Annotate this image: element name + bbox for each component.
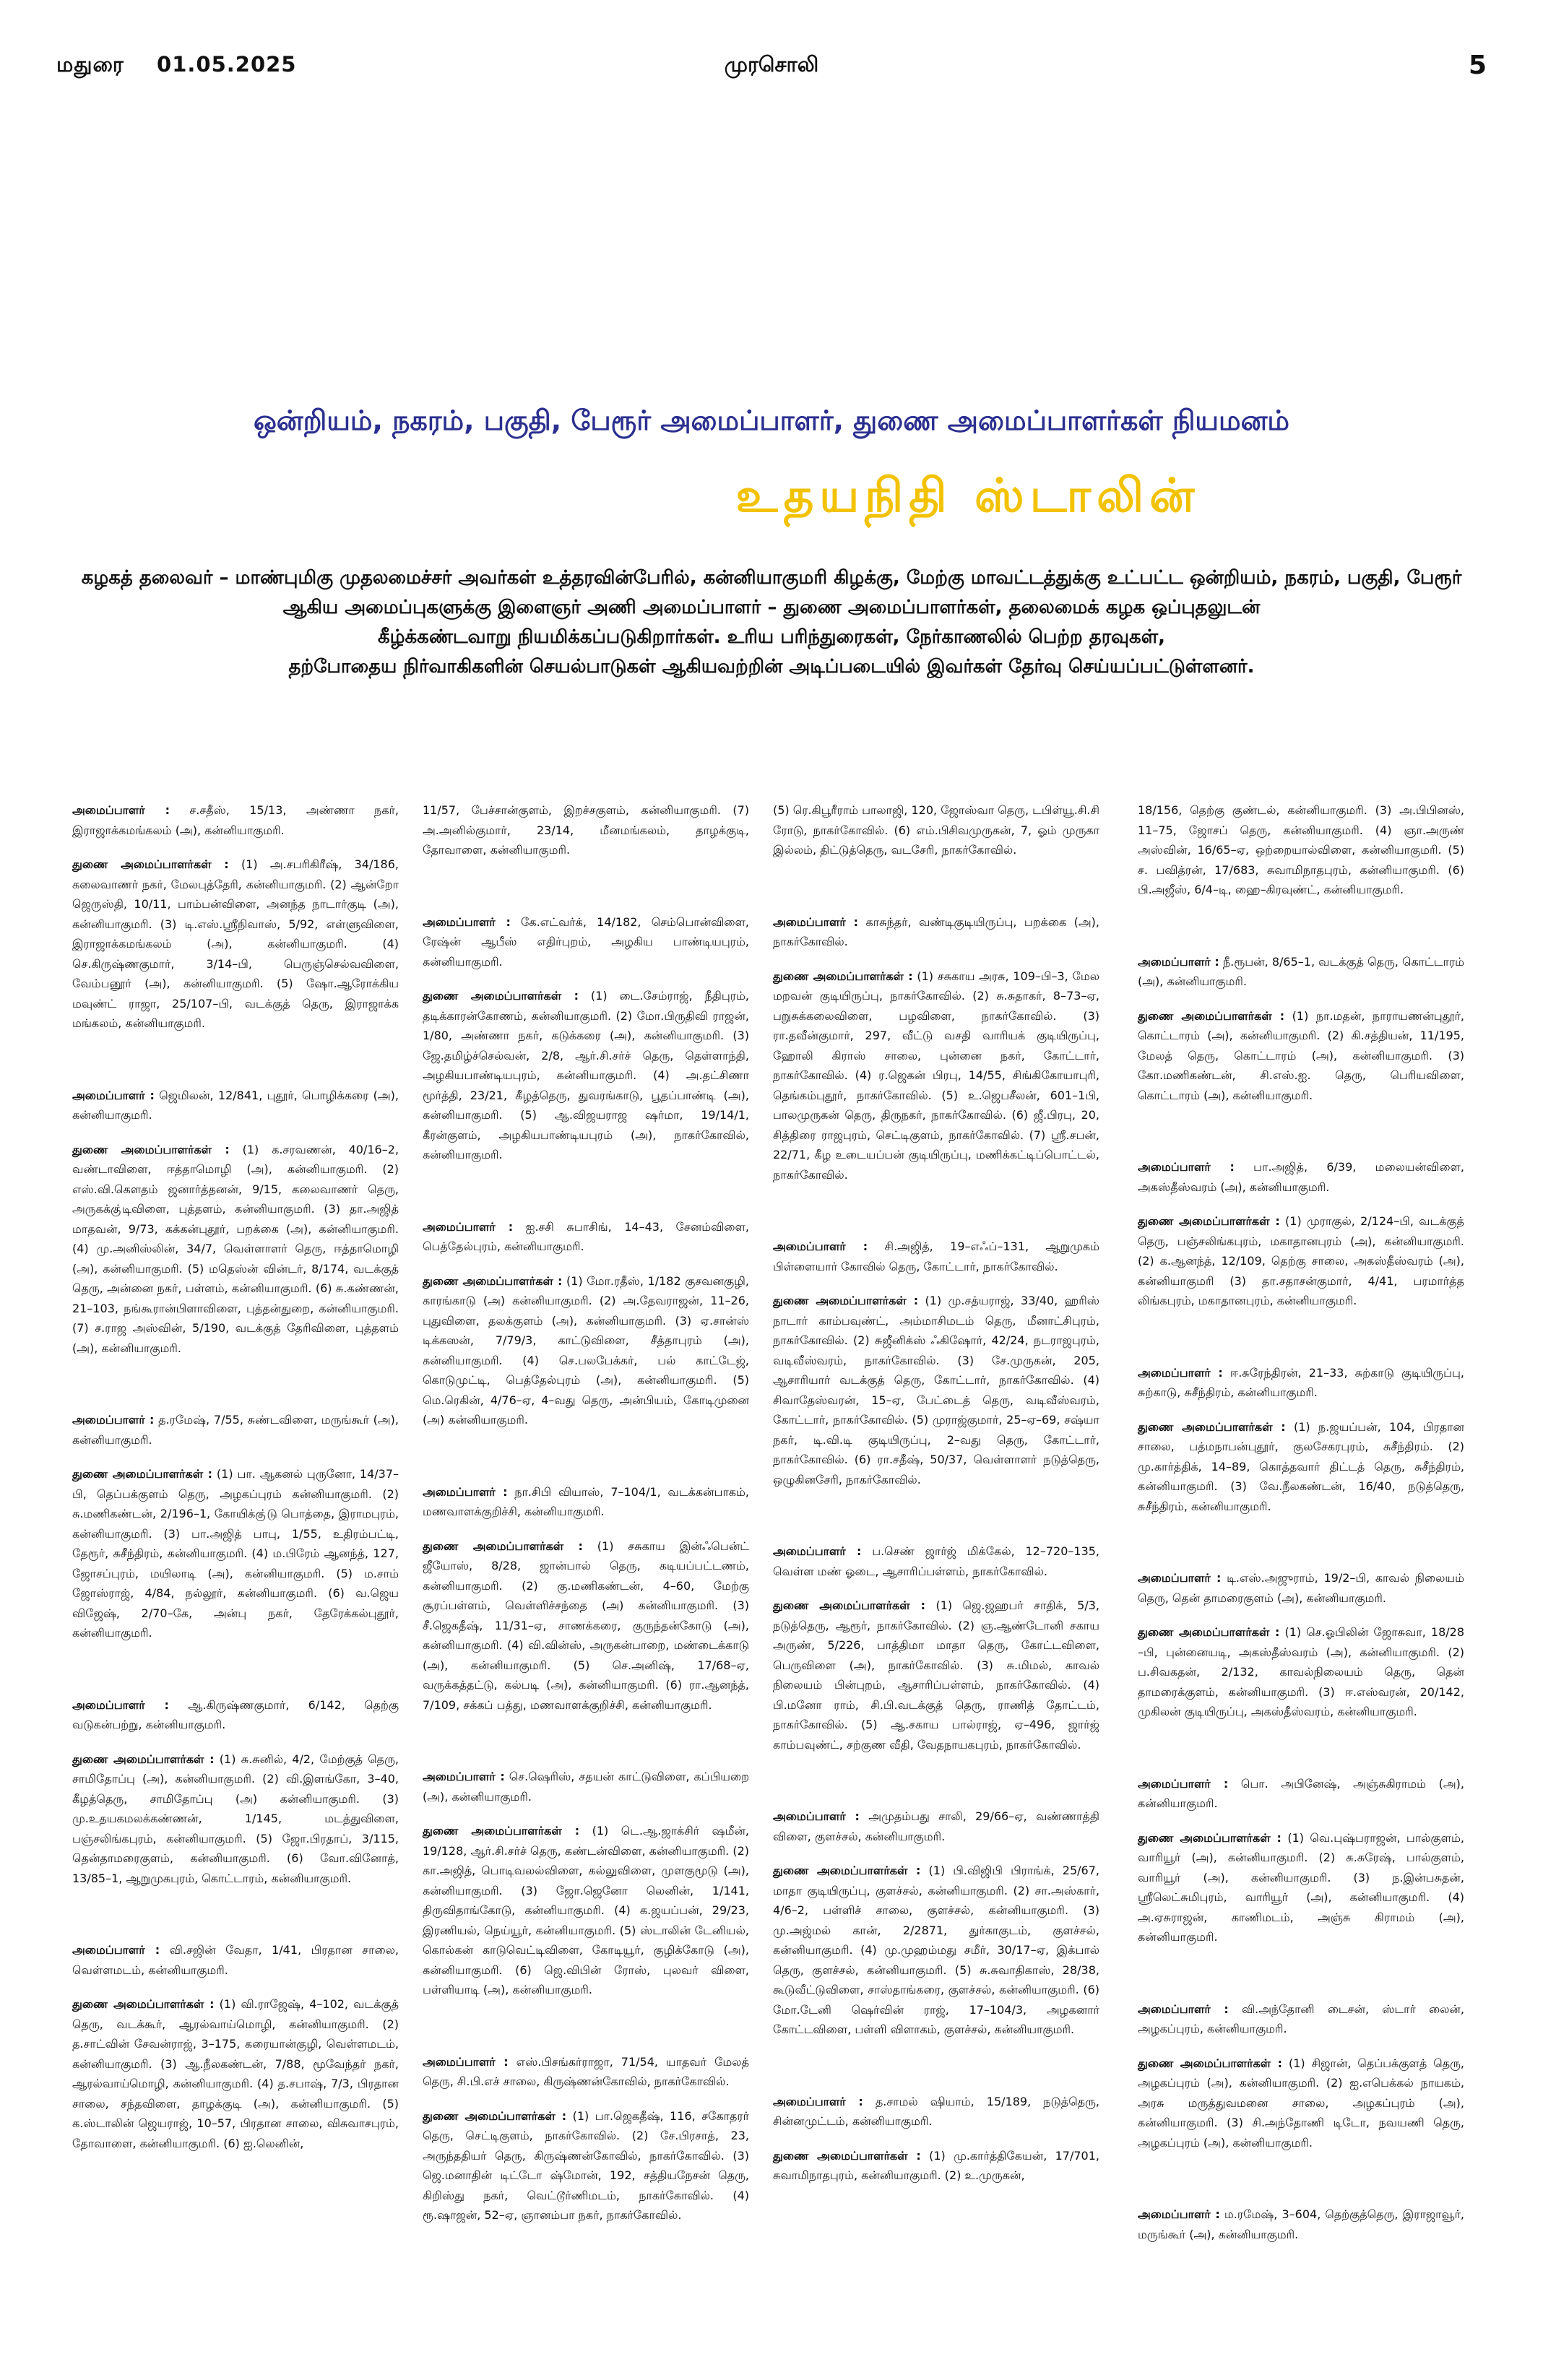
intro-line: கீழ்க்கண்டவாறு நியமிக்கப்படுகிறார்கள். உரிய பரிந்துரைகள், நேர்காணலில் பெற்ற தரவுகள், — [378, 626, 1165, 648]
entry-text: (1) மோ.ரதீஸ், 1/182 குசவனகுழி, காரங்காடு (அ) கன்னியாகுமரி. (2) அ.தேவராஜன், 11–26, புதுவிளை, தலக்குளம் (அ), கன்னியாகுமரி. (3) ஏ.சான்ஸ் டிக்கஸன், 7/79/3, காட்டுவிளை, சீத்தாபுரம் (அ), கன்னியாகுமரி. (4) செ.பலபேக்கர், பல் காட்டேஜ், கொடுமுட்டி, பெத்தேல்புரம் (அ), கன்னியாகுமரி. (5) மெ.ரெகின், 4/76–ஏ, 4–வது தெரு, அன்பியம், கோடிமுனை (அ) கன்னியாகுமரி. — [423, 1273, 749, 1427]
deputies-label: துணை அமைப்பாளர்கள் : — [773, 2148, 921, 2163]
deputies-entry — [1138, 1622, 1464, 1722]
continued-text — [773, 800, 1099, 860]
deputies-label: துணை அமைப்பாளர்கள் : — [1138, 2056, 1283, 2070]
entry-text: (1) செ.ஓபிலின் ஜோசுவா, 18/28 –பி, புன்னையடி, அகஸ்தீஸ்வரம் (அ), கன்னியாகுமரி. (2) ப.சிவகதன், 2/132, காவல்நிலையம் தெரு, தென் தாமரைக்குளம், கன்னியாகுமரி. (3) ஈ.எஸ்வரன், 20/142, முகிலன் குடியிருப்பு, அகஸ்தீஸ்வரம், கன்னியாகுமரி. — [1138, 1625, 1465, 1718]
subheadline: உதயநிதி ஸ்டாலின் — [735, 469, 1201, 523]
organiser-entry — [423, 1217, 749, 1257]
organiser-label: அமைப்பாளர் : — [773, 1239, 868, 1253]
deputies-label: துணை அமைப்பாளர்கள் : — [1138, 1419, 1286, 1434]
organiser-entry — [773, 1541, 1099, 1581]
deputies-entry — [423, 1536, 749, 1715]
organiser-entry — [1138, 1774, 1464, 1814]
entry-text: (1) பி.விஜிபி பிராங்க், 25/67, மாதா குடியிருப்பு, குளச்சல், கன்னியாகுமரி. (2) சா.அஸ்கார், 4/6–2, பள்ளிச் சாலை, குளச்சல், கன்னியாகுமரி. (3) மு.அஜ்மல் கான், 2/2871, துர்காகுடம், குளச்சல், கன்னியாகுமரி. (4) மு.முஹம்மது சமீர், 30/17–ஏ, இக்பால் தெரு, குளச்சல், கன்னியாகுமரி. (5) சு.சுவாதிகாஸ், 28/38, கூடுவீட்டுவிளை, சாஸ்தாங்கரை, குளச்சல், கன்னியாகுமரி. (6) மோ.டேனி ஷெர்வின் ராஜ், 17–104/3, அழகனார் கோட்டவிளை, பள்ளி விளாகம், குளச்சல், கன்னியாகுமரி. — [773, 1864, 1099, 2036]
organiser-entry — [423, 2052, 749, 2092]
deputies-entry — [72, 1749, 399, 1889]
deputies-entry — [72, 854, 399, 1034]
organiser-entry — [72, 1086, 399, 1125]
organiser-entry — [72, 800, 399, 840]
header-page-number: 5 — [1468, 51, 1487, 80]
organiser-entry — [1138, 1568, 1464, 1608]
organiser-label: அமைப்பாளர் : — [773, 1544, 862, 1558]
entry-text: (1) வி.ராஜேஷ், 4–102, வடக்குத் தெரு, வடக்கூர், ஆரல்வாய்மொழி, கன்னியாகுமரி. (2) த.சாட்வின் சேவன்ராஜ், 3–175, கரையான்குழி, வெள்ளமடம், கன்னியாகுமரி. (3) ஆ.நீலகண்டன், 7/88, மூவேந்தர் நகர், ஆரல்வாய்மொழி, கன்னியாகுமரி. (4) த.சபாஷ், 7/3, பிரதான சாலை, சந்தவிளை, தாழக்குடி (அ), கன்னியாகுமரி. (5) க.ஸ்டாலின் ஜெயராஜ், 10–57, பிரதான சாலை, விசுவாசபுரம், தோவாளை, கன்னியாகுமரி. (6) ஐ.லெனின், — [72, 1997, 399, 2150]
deputies-label: துணை அமைப்பாளர்கள் : — [423, 989, 579, 1003]
entry-text: நா.சிபி வியாஸ், 7–104/1, வடக்கன்பாகம், மணவாளக்குறிச்சி, கன்னியாகுமரி. — [423, 1484, 750, 1518]
organiser-entry — [1138, 1157, 1464, 1197]
deputies-entry — [423, 1821, 749, 2000]
organiser-label: அமைப்பாளர் : — [423, 1484, 508, 1499]
header-city: மதுரை — [56, 52, 124, 77]
deputies-entry — [773, 966, 1099, 1185]
organiser-entry — [773, 912, 1099, 952]
organiser-entry — [72, 1940, 399, 1980]
deputies-label: துணை அமைப்பாளர்கள் : — [773, 1864, 921, 1877]
entry-text: 18/156, தெற்கு குண்டல், கன்னியாகுமரி. (3) அ.பிபினஸ், 11–75, ஜோசப் தெரு, கன்னியாகுமரி. (4) ஞா.அருண் அஸ்வின், 16/65–ஏ, ஒற்றையால்விளை, கன்னியாகுமரி. (5) ச. பவித்ரன், 17/683, சுவாமிநாதபுரம், கன்னியாகுமரி. (6) பி.அஜீஸ், 6/4–டி, ஹை–கிரவுண்ட், கன்னியாகுமரி. — [1138, 803, 1464, 896]
organiser-entry — [1138, 1999, 1464, 2039]
deputies-label: துணை அமைப்பாளர்கள் : — [1138, 1625, 1280, 1639]
entry-text: (1) டை.சேம்ராஜ், நீதிபுரம், தடிக்காரன்கோணம், கன்னியாகுமரி. (2) மோ.பிருதிவி ராஜன், 1/80, அண்ணா நகர், கடுக்கரை (அ), கன்னியாகுமரி. (3) ஜே.தமிழ்ச்செல்வன், 2/8, ஆர்.சி.சர்ச் தெரு, தெள்ளாந்தி, அழகியபாண்டியபுரம், கன்னியாகுமரி. (4) அ.தட்சிணா மூர்த்தி, 23/21, கீழத்தெரு, துவரங்காடு, பூதப்பாண்டி (அ), கன்னியாகுமரி. (5) ஆ.விஜயராஜ ஷர்மா, 19/14/1, கீரன்குளம், அழகியபாண்டியபுரம் (அ), நாகர்கோவில், கன்னியாகுமரி. — [423, 989, 750, 1161]
entry-text: (1) மு.சத்யராஜ், 33/40, ஹரிஸ் நாடார் காம்பவுண்ட், அம்மாசிமடம் தெரு, மீனாட்சிபுரம், நாகர்கோவில். (2) சுஜீனிக்ஸ் ஃகிஷோர், 42/24, நடராஜபுரம், வடிவீஸ்வரம், நாகர்கோவில். (3) சே.முருகன், 205, ஆசாரியார் வடக்குத் தெரு, கோட்டார், நாகர்கோவில். (4) சிவாதேஸ்வரன், 15–ஏ, பேட்டைத் தெரு, வடிவீஸ்வரம், கோட்டார், நாகர்கோவில். (5) முராஜ்குமார், 25–ஏ–69, சஷ்யா நகர், டி.வி.டி குடியிருப்பு, 2–வது தெரு, கோட்டார், நாகர்கோவில். (6) ரா.சதீஷ், 50/37, வெள்ளாளர் நடுத்தெரு, ஒழுகினசேரி, நாகர்கோவில். — [773, 1294, 1099, 1487]
deputies-label: துணை அமைப்பாளர்கள் : — [1138, 1214, 1280, 1228]
deputies-entry — [1138, 1006, 1464, 1106]
deputies-entry — [1138, 2054, 1464, 2153]
deputies-entry — [773, 1596, 1099, 1754]
entry-text: (1) க.சரவணன், 40/16–2, வண்டாவிளை, ஈத்தாமொழி (அ), கன்னியாகுமரி. (2) எஸ்.வி.கௌதம் ஜனார்த்தனன், 9/15, கலைவாணர் தெரு, அருகக்கு்டிவிளை, புத்தளம், கன்னியாகுமரி. (3) தா.அஜித் மாதவன், 9/73, கக்கன்புதூர், பறக்கை (அ), கன்னியாகுமரி. (4) மு.அனிஸ்லின், 34/7, வெள்ளாளர் தெரு, ஈத்தாமொழி (அ), கன்னியாகுமரி. (5) மதெஸ்ன் வின்டர், 8/174, வடக்குத் தெரு, அன்னை நகர், பள்ளம், கன்னியாகுமரி. (6) சு.கண்ணன், 21–103, நங்கூரான்பிளாவிளை, புத்தன்துறை, கன்னியாகுமரி. (7) ச.ராஜ அஸ்வின், 5/190, வடக்குத் தேரிவிளை, புத்தளம் (அ), கன்னியாகுமரி. — [72, 1142, 399, 1355]
entry-text: எஸ்.பிசங்கர்ராஜா, 71/54, யாதவர் மேலத் தெரு, சி.பி.எச் சாலை, கிருஷ்ணன்கோவில், நாகர்கோவில். — [423, 2054, 749, 2088]
organiser-label: அமைப்பாளர் : — [423, 914, 511, 929]
entry-text: (1) சசுகாய இன்ஃபென்ட் ஜீயோஸ், 8/28, ஜான்பால் தெரு, கடியப்பட்டணம், கன்னியாகுமரி. (2) கு.மணிகண்டன், 4–60, மேற்கு சூரப்பள்ளம், வெள்ளிச்சந்தை (அ) கன்னியாகுமரி. (3) சீ.ஜெகதீஷ், 11/31–ஏ, சாணக்கரை, குருந்தன்கோடு (அ), கன்னியாகுமரி. (4) வி.வின்ஸ், அருகன்பாறை, மண்டைக்காடு (அ), கன்னியாகுமரி. (5) செ.அனிஷ், 17/68–ஏ, வருக்கத்தட்டு, கல்படி (அ), கன்னியாகுமரி. (6) ரா.ஆனந்த், 7/109, சக்கப் பத்து, மணவாளக்குறிச்சி, கன்னியாகுமரி. — [423, 1539, 749, 1712]
deputies-label: துணை அமைப்பாளர்கள் : — [72, 1467, 212, 1481]
organiser-label: அமைப்பாளர் : — [773, 914, 859, 929]
organiser-entry — [773, 1806, 1099, 1846]
organiser-label: அமைப்பாளர் : — [1138, 1365, 1223, 1380]
entry-text: (1) சசுகாய அரசு, 109–பி–3, மேல மறவன் குடியிருப்பு, நாகர்கோவில். (2) சு.சுதாகர், 8–73–ஏ, பறுசுக்கலைவிளை, பழவிளை, நாகர்கோவில். (3) ரா.தவீன்குமார், 297, வீட்டு வசதி வாரியக் குடியிருப்பு, ஹோலி கிராஸ் சாலை, புன்னை நகர், கோட்டார், நாகர்கோவில். (4) ர.ஜெகன் பிரபு, 14/55, சிங்கிகோயாபுரி, தெங்கம்புதூர், நாகர்கோவில். (5) உ.ஜெபசீலன், 601–1பி, பாலமுருகன் தெரு, திருநகர், நாகர்கோவில். (6) ஜீ.பிரபு, 20, சித்திரை ராஜபுரம், செட்டிகுளம், நாகர்கோவில். (7) ஸ்ரீ.சபன், 22/71, கீழ உடையப்பன் குடியிருப்பு, மணிக்கட்டிப்பொட்டல், நாகர்கோவில். — [773, 969, 1099, 1182]
entry-text: காசுந்தர், வண்டிகுடியிருப்பு, பறக்கை (அ), நாகர்கோவில். — [773, 914, 1100, 948]
organiser-label: அமைப்பாளர் : — [423, 1219, 514, 1234]
entry-text: (1) சிஜான், தெப்பக்குளத் தெரு, அழகப்புரம் (அ), கன்னியாகுமரி. (2) ஐ.எபெக்கல் நாயகம், அரசு மருத்துவமனை சாலை, அழகப்புரம் (அ), கன்னியாகுமரி. (3) சி.அந்தோணி டிடோ, நவயணி தெரு, அழகப்புரம் (அ), கன்னியாகுமரி. — [1138, 2056, 1465, 2150]
entry-text: வி.சஜின் வேதா, 1/41, பிரதான சாலை, வெள்ளமடம், கன்னியாகுமரி. — [72, 1943, 399, 1977]
entry-text: (1) பா. ஆகனல் புருனோ, 14/37–பி, தெப்பக்குளம் தெரு, அழகப்புரம் கன்னியாகுமரி. (2) சு.மணிகண்டன், 2/196–1, கோயிக்கு்டு பொத்தை, இராமபுரம், கன்னியாகுமரி. (3) பா.அஜித் பாபு, 1/55, உதிரம்பட்டி, தேரூர், சுசீந்திரம், கன்னியாகுமரி. (4) ம.பிரேம் ஆனந்த், 127, ஜோசப்புரம், மயிலாடி (அ), கன்னியாகுமரி. (5) ம.சாம் ஜோஸ்ராஜ், 4/84, நல்லூர், கன்னியாகுமரி. (6) வ.ஜெய விஜேஷ், 2/70–கே, அன்பு நகர், தேரேக்கல்புதூர், கன்னியாகுமரி. — [72, 1467, 399, 1640]
organiser-label: அமைப்பாளர் : — [72, 1943, 160, 1957]
continued-text — [423, 800, 749, 860]
header-paper-name: முரசொலி — [724, 52, 819, 77]
entry-text: கே.எட்வர்க், 14/182, செம்பொன்விளை, ரேஷ்ன் ஆபீஸ் எதிர்புறம், அழகிய பாண்டியபுரம், கன்னியாகுமரி. — [423, 914, 749, 969]
entry-text: (1) முராகுல், 2/124–பி, வடக்குத் தெரு, பஞ்சலிங்கபுரம், மகாதானபுரம் (அ), கன்னியாகுமரி. (2) க.ஆனந்த், 12/109, தெற்கு சாலை, அகஸ்தீஸ்வரம் (அ), கன்னியாகுமரி (3) தா.சதாசன்குமார், 4/41, பரமார்த்த லிங்கபுரம், மகாதானபுரம், கன்னியாகுமரி. — [1138, 1214, 1464, 1307]
deputies-entry — [423, 2106, 749, 2225]
organiser-label: அமைப்பாளர் : — [72, 1697, 169, 1712]
entry-text: (1) அ.சபரிகிரீஷ், 34/186, கலைவாணர் நகர், மேலபுத்தேரி, கன்னியாகுமரி. (2) ஆன்றோ ஜெருஸ்தி, 10/11, பாம்பன்விளை, அனந்த நாடார்குடி (அ), கன்னியாகுமரி. (3) டி.எஸ்.ஸ்ரீநிவாஸ், 5/92, எள்ளுவிளை, இராஜாக்கமங்கலம் (அ), கன்னியாகுமரி. (4) செ.கிருஷ்ணகுமார், 3/14–பி, பெருஞ்செல்வவிளை, வேம்பனூர் (அ), கன்னியாகுமரி. (5) ஷோ.ஆரோக்கிய மவுண்ட் ராஜா, 25/107–பி, வடக்குத் தெரு, இராஜாக்க மங்கலம், கன்னியாகுமரி. — [72, 857, 399, 1030]
organiser-label: அமைப்பாளர் : — [1138, 2002, 1229, 2016]
deputies-label: துணை அமைப்பாளர்கள் : — [423, 1273, 563, 1288]
deputies-label: துணை அமைப்பாளர்கள் : — [1138, 1830, 1281, 1845]
deputies-entry — [773, 1861, 1099, 2040]
entry-text: நீ.ரூபன், 8/65–1, வடக்குத் தெரு, கொட்டாரம் (அ), கன்னியாகுமரி. — [1138, 954, 1465, 988]
organiser-entry — [1138, 1363, 1464, 1403]
text-column-2 — [423, 800, 749, 2277]
deputies-entry — [1138, 1417, 1464, 1517]
headline: ஒன்றியம், நகரம், பகுதி, பேரூர் அமைப்பாளர், துணை அமைப்பாளர்கள் நியமனம் — [253, 404, 1290, 436]
deputies-entry — [1138, 1211, 1464, 1311]
deputies-label: துணை அமைப்பாளர்கள் : — [423, 1539, 583, 1553]
deputies-label: துணை அமைப்பாளர்கள் : — [72, 1997, 215, 2011]
entry-text: பொ. அபினேஷ், அஞ்சுகிராமம் (அ), கன்னியாகுமரி. — [1138, 1776, 1465, 1810]
deputies-label: துணை அமைப்பாளர்கள் : — [72, 1142, 230, 1156]
entry-text: ஐ.சசி சுபாசிங், 14–43, சேனம்விளை, பெத்தேல்புரம், கன்னியாகுமரி. — [423, 1219, 750, 1253]
deputies-entry — [773, 1291, 1099, 1489]
organiser-label: அமைப்பாளர் : — [423, 2054, 509, 2069]
organiser-label: அமைப்பாளர் : — [1138, 954, 1219, 969]
intro-paragraph — [72, 563, 1471, 682]
organiser-label: அமைப்பாளர் : — [72, 1088, 155, 1102]
entry-text: த.ரமேஷ், 7/55, சுண்டவிளை, மருங்கூர் (அ), கன்னியாகுமரி. — [72, 1413, 399, 1447]
intro-line: ஆகிய அமைப்புகளுக்கு இளைஞர் அணி அமைப்பாளர் – துணை அமைப்பாளர்கள், தலைமைக் கழக ஒப்புதலுடன் — [282, 597, 1261, 618]
entry-text: வி.அந்தோனி டைசன், ஸ்டார் லைன், அழகப்புரம், கன்னியாகுமரி. — [1138, 2002, 1465, 2035]
deputies-entry — [72, 1994, 399, 2153]
entry-text: (1) ந.ஜயப்பன், 104, பிரதான சாலை, பத்மநாபன்புதூர், குலசேகரபுரம், சுசீந்திரம். (2) மு.கார்த்திக், 14–89, கொத்தவார் திட்டத் தெரு, சுசீந்திரம், கன்னியாகுமரி. (3) வே.நீலகண்டன், 16/40, நடுத்தெரு, சுசீந்திரம், கன்னியாகுமரி. — [1138, 1419, 1465, 1513]
organiser-entry — [773, 1237, 1099, 1276]
organiser-label: அமைப்பாளர் : — [1138, 1776, 1229, 1791]
entry-text: ஜெமிலன், 12/841, புதூர், பொழிக்கரை (அ), கன்னியாகுமரி. — [72, 1088, 399, 1122]
deputies-entry — [72, 1140, 399, 1359]
organiser-label: அமைப்பாளர் : — [1138, 1571, 1222, 1585]
organiser-entry — [72, 1410, 399, 1450]
entry-text: ச.சதீஸ், 15/13, அண்ணா நகர், இராஜாக்கமங்கலம் (அ), கன்னியாகுமரி. — [72, 803, 399, 837]
entry-text: ஈ.சுரேந்திரன், 21–33, சுற்காடு குடியிருப்பு, சுற்காடு, சுசீந்திரம், கன்னியாகுமரி. — [1138, 1365, 1464, 1399]
deputies-label: துணை அமைப்பாளர்கள் : — [773, 969, 913, 983]
text-column-3 — [773, 800, 1099, 2238]
entry-text: பா.அஜித், 6/39, மலையன்விளை, அகஸ்தீஸ்வரம் (அ), கன்னியாகுமரி. — [1138, 1160, 1464, 1194]
organiser-entry — [423, 1482, 749, 1522]
organiser-entry — [1138, 2204, 1464, 2244]
organiser-label: அமைப்பாளர் : — [72, 1413, 155, 1427]
organiser-entry — [72, 1695, 399, 1735]
organiser-label: அமைப்பாளர் : — [1138, 1160, 1235, 1174]
entry-text: ப.செண் ஜார்ஜ் மிக்கேல், 12–720–135, வெள்ள மண் ஓடை, ஆசாரிப்பள்ளம், நாகர்கோவில். — [773, 1544, 1100, 1578]
entry-text: (1) நா.மதன், நாராயணன்புதூர், கொட்டாரம் (அ), கன்னியாகுமரி. (2) கி.சத்தியன், 11/195, மேலத் தெரு, கொட்டாரம் (அ), கன்னியாகுமரி. (3) கோ.மணிகண்டன், சி.எஸ்.ஐ. தெரு, பெரியவிளை, கொட்டாரம் (அ), கன்னியாகுமரி. — [1138, 1008, 1464, 1102]
intro-line: தற்போதைய நிர்வாகிகளின் செயல்பாடுகள் ஆகியவற்றின் அடிப்படையில் இவர்கள் தேர்வு செய்யப்பட்டுள்ளனர். — [288, 656, 1255, 678]
deputies-label: துணை அமைப்பாளர்கள் : — [1138, 1008, 1285, 1023]
organiser-label: அமைப்பாளர் : — [72, 803, 170, 817]
deputies-entry — [423, 986, 749, 1165]
entry-text: (1) ஜெ.ஜஹபர் சாதிக், 5/3, நடுத்தெரு, ஆரூர், நாகர்கோவில். (2) ஞ.ஆண்டோனி சகாய அருண், 5/226, பாத்திமா மாதா தெரு, கோட்டவிளை, பெருவிளை (அ), நாகர்கோவில். (3) சு.மிமல், காவல் நிலையம் பின்புறம், ஆசாரிப்பள்ளம், நாகர்கோவில். (4) பி.மனோ ராம், சி.பி.வடக்குத் தெரு, ராணித் தோட்டம், நாகர்கோவில். (5) ஆ.சகாய பால்ராஜ், ஏ–496, ஜார்ஜ் காம்பவுண்ட், சற்குண வீதி, வேதநாயகபுரம், நாகர்கோவில். — [773, 1598, 1099, 1752]
organiser-entry — [423, 912, 749, 972]
organiser-label: அமைப்பாளர் : — [423, 1770, 505, 1783]
organiser-entry — [1138, 952, 1464, 992]
entry-text: 11/57, பேச்சான்குளம், இறச்சகுளம், கன்னியாகுமரி. (7) அ.அனில்குமார், 23/14, மீனமங்கலம், தாழக்குடி, தோவாளை, கன்னியாகுமரி. — [423, 803, 749, 857]
entry-text: (1) வெ.புஷ்பராஜன், பால்குளம், வாரியூர் (அ), கன்னியாகுமரி. (2) சு.சுரேஷ், பால்குளம், வாரியூர் (அ), கன்னியாகுமரி. (3) ந.இன்பசுதன், ஸ்ரீலெட்சுமிபுரம், வாரியூர் (அ), கன்னியாகுமரி. (4) அ.ஏசுராஜன், காணிமடம், அஞ்சு கிராமம் (அ), கன்னியாகுமரி. — [1138, 1830, 1464, 1944]
entry-text: (1) சு.சுனில், 4/2, மேற்குத் தெரு, சாமிதோப்பு (அ), கன்னியாகுமரி. (2) வி.இளங்கோ, 3–40, கீழத்தெரு, சாமிதோப்பு (அ) கன்னியாகுமரி. (3) மு.உதயகமலக்கண்ணன், 1/145, மடத்துவிளை, பஞ்சலிங்கபுரம், கன்னியாகுமரி. (5) ஜோ.பிரதாப், 3/115, தென்தாமரைகுளம், கன்னியாகுமரி. (6) வோ.வினோத், 13/85–1, ஆறுமுகபுரம், கொட்டாரம், கன்னியாகுமரி. — [72, 1752, 399, 1885]
page-header — [56, 52, 1487, 95]
intro-line: கழகத் தலைவர் – மாண்புமிகு முதலமைச்சர் அவர்கள் உத்தரவின்பேரில், கன்னியாகுமரி கிழக்கு, மேற்கு மாவட்டத்துக்கு உட்பட்ட ஒன்றியம், நகரம், பகுதி, பேரூர் — [81, 567, 1462, 589]
entry-text: செ.ஷெரிஸ், சதயன் காட்டுவிளை, கப்பியறை (அ), கன்னியாகுமரி. — [423, 1770, 750, 1804]
deputies-entry — [423, 1271, 749, 1430]
text-column-4 — [1138, 800, 1464, 2259]
header-date: 01.05.2025 — [157, 52, 297, 77]
entry-text: (1) டெ.ஆ.ஜாக்சிர் ஷமீன், 19/128, ஆர்.சி.சர்ச் தெரு, கண்டன்விளை, கன்னியாகுமரி. (2) கா.அஜித், பொடிவலல்விளை, கல்லுவிளை, முளகுமூடு (அ), கன்னியாகுமரி. (3) ஜோ.ஜெனோ லெனின், 1/141, திருவிதாங்கோடு, கன்னியாகுமரி. (4) க.ஜயப்பன், 29/23, இரணியல், நெய்யூர், கன்னியாகுமரி. (5) ஸ்டாலின் டேனியல், கொல்கன் காடுவெட்டிவிளை, கோடியூர், குழிக்கோடு (அ), கன்னியாகுமரி. (6) ஜெ.விபின் ரோஸ், புலவர் விளை, பள்ளியாடி (அ), கன்னியாகுமரி. — [423, 1824, 750, 1996]
organiser-label: அமைப்பாளர் : — [773, 1809, 860, 1823]
entry-text: (1) மு.கார்த்திகேயன், 17/701, சுவாமிநாதபுரம், கன்னியாகுமரி. (2) உ.முருகன், — [773, 2148, 1100, 2182]
entry-text: த.சாமல் ஷியாம், 15/189, நடுத்தெரு, சின்னமுட்டம், கன்னியாகுமரி. — [773, 2094, 1100, 2128]
deputies-label: துணை அமைப்பாளர்கள் : — [423, 2108, 567, 2123]
organiser-entry — [773, 2092, 1099, 2132]
organiser-entry — [423, 1767, 749, 1806]
deputies-entry — [1138, 1828, 1464, 1947]
deputies-entry — [773, 2146, 1099, 2186]
entry-text: சி.அஜித், 19–எஃப்–131, ஆறுமுகம் பிள்ளையார் கோவில் தெரு, கோட்டார், நாகர்கோவில். — [773, 1239, 1100, 1273]
organiser-label: அமைப்பாளர் : — [773, 2094, 863, 2108]
entry-text: (5) ரெ.கிபூரீராம் பாலாஜி, 120, ஜோஸ்வா தெரு, டபிள்யூ.சி.சி ரோடு, நாகர்கோவில். (6) எம்.பிசிவமுருகன், 7, ஓம் முருகா இல்லம், திட்டுத்தெரு, வடசேரி, நாகர்கோவில். — [773, 803, 1099, 857]
continued-text — [1138, 800, 1464, 900]
entry-text: ஆ.கிருஷ்ணகுமார், 6/142, தெற்கு வடுகன்பற்று, கன்னியாகுமரி. — [72, 1697, 399, 1731]
deputies-entry — [72, 1464, 399, 1643]
deputies-label: துணை அமைப்பாளர்கள் : — [423, 1824, 580, 1838]
deputies-label: துணை அமைப்பாளர்கள் : — [773, 1598, 926, 1612]
organiser-label: அமைப்பாளர் : — [1138, 2207, 1220, 2221]
entry-text: (1) பா.ஜெகதீஷ், 116, சகோதரர் தெரு, செட்டிகுளம், நாகர்கோவில். (2) சே.பிரசாத், 23, அருந்ததியர் தெரு, கிருஷ்ணன்கோவில், நாகர்கோவில். (3) ஜெ.மனாதின் டிட்டோ ஷ்மோன், 192, சத்தியநேசன் தெரு, கிறிஸ்து நகர், வெட்டூர்ணிமடம், நாகர்கோவில். (4) ரூ.ஷாஜன், 52–ஏ, ஞானம்பா நகர், நாகர்கோவில். — [423, 2108, 749, 2222]
entry-text: அமுதம்பது சாலி, 29/66–ஏ, வண்ணாத்தி விளை, குளச்சல், கன்னியாகுமரி. — [773, 1809, 1100, 1843]
deputies-label: துணை அமைப்பாளர்கள் : — [72, 1752, 215, 1766]
text-column-1 — [72, 800, 399, 2205]
entry-text: டி.எஸ்.அஜுராம், 19/2–பி, காவல் நிலையம் தெரு, தென் தாமரைகுளம் (அ), கன்னியாகுமரி. — [1138, 1571, 1465, 1605]
deputies-label: துணை அமைப்பாளர்கள் : — [72, 857, 229, 871]
deputies-label: துணை அமைப்பாளர்கள் : — [773, 1294, 919, 1307]
entry-text: ம.ரமேஷ், 3–604, தெற்குத்தெரு, இராஜாவூர், மருங்கூர் (அ), கன்னியாகுமரி. — [1138, 2207, 1465, 2241]
